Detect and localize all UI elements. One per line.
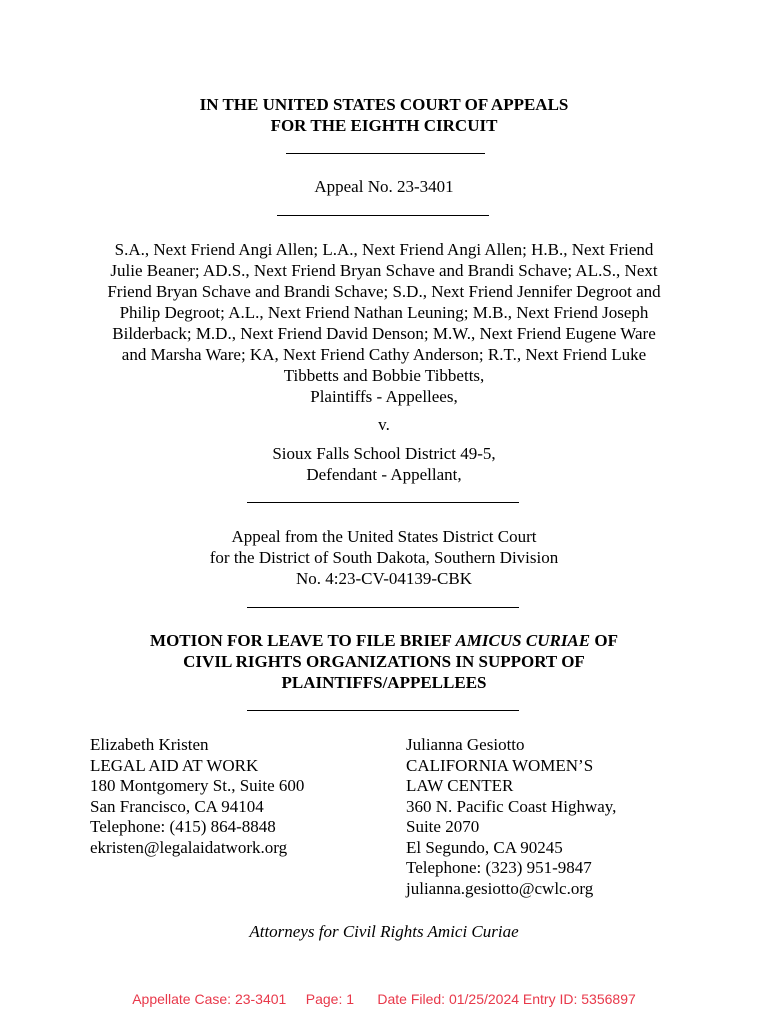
street-address: 180 Montgomery St., Suite 600	[90, 776, 305, 795]
motion-title-line-2: CIVIL RIGHTS ORGANIZATIONS IN SUPPORT OF	[183, 652, 585, 671]
suite: Suite 2070	[406, 817, 480, 836]
motion-title-line-3: PLAINTIFFS/APPELLEES	[281, 673, 487, 692]
plaintiffs-line: S.A., Next Friend Angi Allen; L.A., Next Friend Angi Allen; H.B., Next Friend	[114, 240, 654, 259]
attorney-block-left	[90, 735, 304, 858]
plaintiffs-line: Bilderback; M.D., Next Friend David Denson; M.W., Next Friend Eugene Ware	[112, 324, 656, 343]
organization-name: CALIFORNIA WOMEN’S	[406, 755, 594, 775]
city-state-zip: El Segundo, CA 90245	[406, 837, 563, 857]
motion-title-italic: AMICUS CURIAE	[455, 631, 591, 650]
organization-name: LEGAL AID AT WORK	[90, 755, 259, 775]
email: ekristen@legalaidatwork.org	[90, 837, 288, 857]
lower-court-line-2: for the District of South Dakota, Southern Division	[209, 548, 559, 567]
plaintiffs-line: Friend Bryan Schave and Brandi Schave; S.D., Next Friend Jennifer Degroot and	[107, 282, 661, 301]
divider-rule	[247, 502, 519, 503]
attorney-name: Elizabeth Kristen	[90, 735, 209, 754]
plaintiffs-role: Plaintiffs - Appellees,	[310, 387, 458, 406]
divider-rule	[286, 153, 485, 154]
court-name-line-1: IN THE UNITED STATES COURT OF APPEALS	[199, 95, 569, 114]
plaintiffs-line: Philip Degroot; A.L., Next Friend Nathan Leuning; M.B., Next Friend Joseph	[119, 303, 649, 322]
attorney-block-right	[406, 735, 616, 899]
email: julianna.gesiotto@cwlc.org	[406, 878, 594, 898]
divider-rule	[247, 710, 519, 711]
plaintiffs-line: Tibbetts and Bobbie Tibbetts,	[283, 366, 485, 385]
city-state-zip: San Francisco, CA 94104	[90, 796, 264, 816]
plaintiffs-line: and Marsha Ware; KA, Next Friend Cathy Anderson; R.T., Next Friend Luke	[121, 345, 647, 364]
divider-rule	[247, 607, 519, 608]
plaintiffs-line: Julie Beaner; AD.S., Next Friend Bryan Schave and Brandi Schave; AL.S., Next	[110, 261, 658, 280]
telephone: Telephone: (415) 864-8848	[90, 817, 276, 836]
filing-stamp-footer: Appellate Case: 23-3401 Page: 1 Date Filed: 01/25/2024 Entry ID: 5356897	[132, 991, 636, 1007]
street-address: 360 N. Pacific Coast Highway,	[406, 796, 617, 816]
lower-court-case-number: No. 4:23-CV-04139-CBK	[296, 569, 472, 588]
court-name-line-2: FOR THE EIGHTH CIRCUIT	[270, 116, 498, 135]
appeal-number: Appeal No. 23-3401	[314, 177, 454, 196]
attorney-name: Julianna Gesiotto	[406, 735, 525, 754]
telephone: Telephone: (323) 951-9847	[406, 858, 592, 877]
defendant-role: Defendant - Appellant,	[306, 465, 462, 484]
motion-title-prefix: MOTION FOR LEAVE TO FILE BRIEF	[150, 631, 456, 650]
motion-title-line-1	[0, 630, 768, 651]
attorneys-caption: Attorneys for Civil Rights Amici Curiae	[249, 922, 519, 941]
defendant-name: Sioux Falls School District 49-5,	[272, 444, 496, 463]
lower-court-line-1: Appeal from the United States District Court	[231, 527, 537, 546]
divider-rule	[277, 215, 489, 216]
versus: v.	[378, 415, 390, 434]
motion-title-suffix: OF	[590, 631, 618, 650]
organization-name: LAW CENTER	[406, 776, 514, 795]
